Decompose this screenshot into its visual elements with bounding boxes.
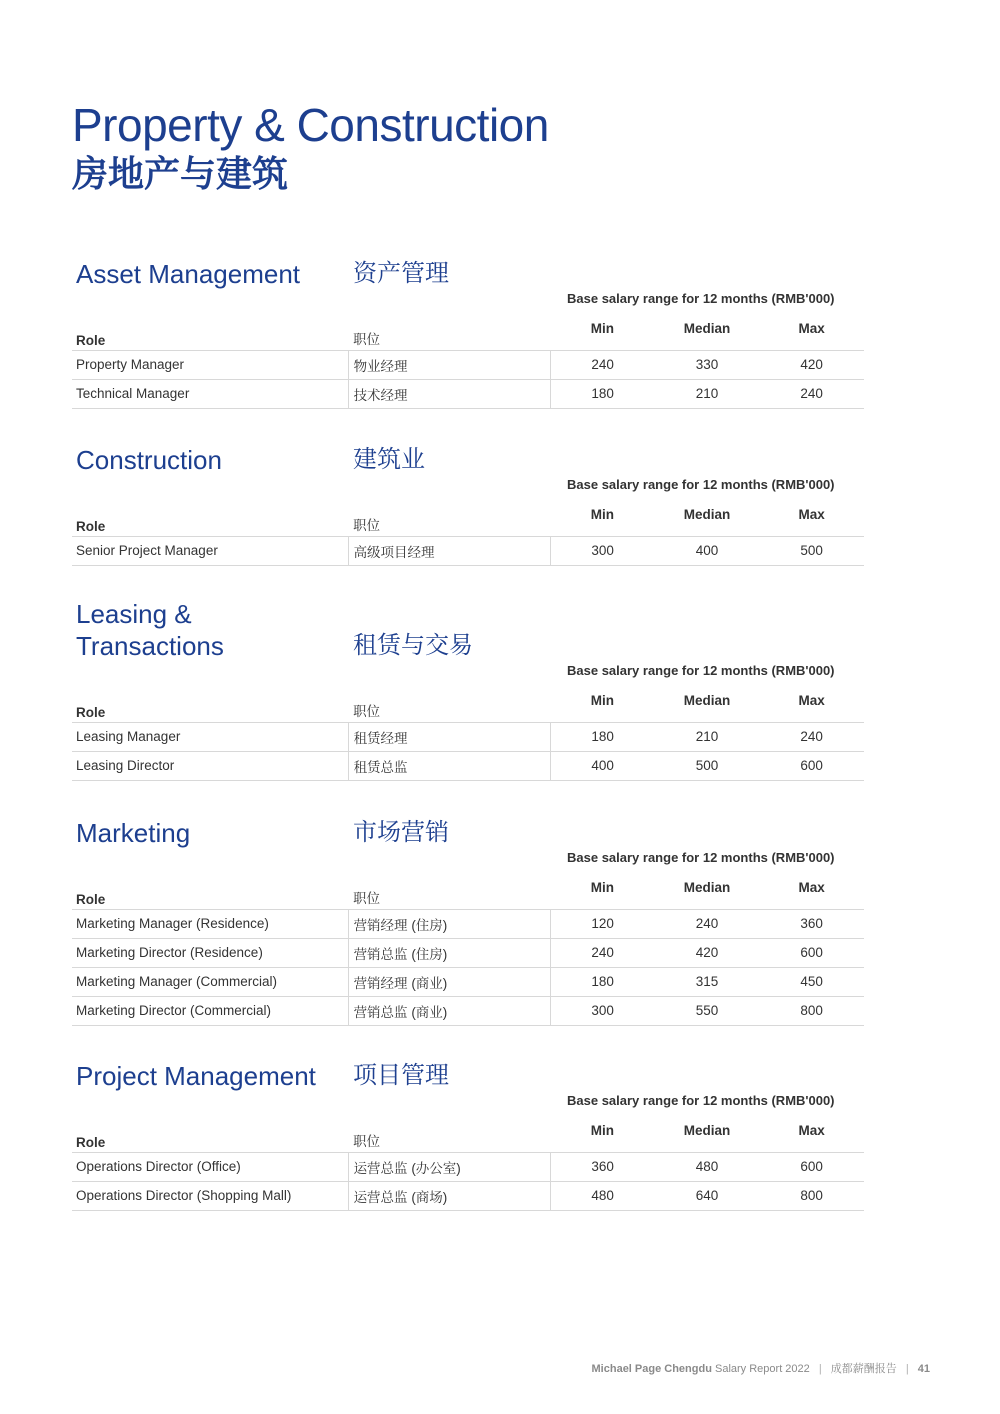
section-title-line: Transactions xyxy=(76,631,224,661)
table-row xyxy=(72,909,864,938)
header-min: Min xyxy=(590,321,615,337)
min-cell: 120 xyxy=(550,909,655,938)
page-footer xyxy=(592,1360,930,1376)
max-cell: 600 xyxy=(759,1152,864,1181)
page-number: 41 xyxy=(917,1363,930,1375)
table-row xyxy=(72,722,864,751)
max-cell: 600 xyxy=(759,751,864,780)
role-cn-cell: 租赁总监 xyxy=(348,751,550,780)
min-cell: 180 xyxy=(550,722,655,751)
role-cn-cell: 营销经理 (住房) xyxy=(348,909,550,938)
section-title-cn: 项目管理 xyxy=(353,1062,449,1089)
header-role: Role xyxy=(76,332,106,348)
role-cn-cell: 运营总监 (办公室) xyxy=(348,1152,550,1181)
min-cell: 300 xyxy=(550,536,655,565)
header-role-cn: 职位 xyxy=(353,331,381,347)
max-cell: 800 xyxy=(759,1181,864,1210)
section-construction xyxy=(72,440,864,560)
footer-separator: | xyxy=(905,1363,909,1375)
section-leasing-transactions xyxy=(72,594,864,775)
role-cell: Leasing Manager xyxy=(72,722,348,751)
header-max: Max xyxy=(798,880,825,896)
salary-table xyxy=(72,314,864,409)
max-cell: 240 xyxy=(759,379,864,408)
salary-table xyxy=(72,1116,864,1211)
header-median: Median xyxy=(683,880,731,896)
role-cell: Marketing Manager (Commercial) xyxy=(72,967,348,996)
table-row xyxy=(72,536,864,565)
section-marketing xyxy=(72,813,864,1020)
median-cell: 500 xyxy=(655,751,760,780)
role-cell: Marketing Director (Commercial) xyxy=(72,996,348,1025)
role-cell: Marketing Director (Residence) xyxy=(72,938,348,967)
role-cell: Senior Project Manager xyxy=(72,536,348,565)
header-max: Max xyxy=(798,507,825,523)
section-title xyxy=(76,598,224,662)
header-role: Role xyxy=(76,704,106,720)
min-cell: 480 xyxy=(550,1181,655,1210)
table-row xyxy=(72,350,864,379)
header-role-cn: 职位 xyxy=(353,1133,381,1149)
table-row xyxy=(72,1181,864,1210)
min-cell: 240 xyxy=(550,350,655,379)
max-cell: 420 xyxy=(759,350,864,379)
header-median: Median xyxy=(683,693,731,709)
header-min: Min xyxy=(590,1123,615,1139)
role-cell: Leasing Director xyxy=(72,751,348,780)
role-cn-cell: 营销总监 (商业) xyxy=(348,996,550,1025)
footer-brand: Michael Page Chengdu xyxy=(591,1363,712,1375)
page-title: Property & Construction xyxy=(72,99,549,151)
section-project-management xyxy=(72,1056,864,1205)
max-cell: 500 xyxy=(759,536,864,565)
role-cn-cell: 高级项目经理 xyxy=(348,536,550,565)
role-cn-cell: 租赁经理 xyxy=(348,722,550,751)
table-row xyxy=(72,379,864,408)
header-median: Median xyxy=(683,1123,731,1139)
salary-range-label: Base salary range for 12 months (RMB'000) xyxy=(567,663,835,678)
header-role-cn: 职位 xyxy=(353,517,381,533)
header-max: Max xyxy=(798,1123,825,1139)
salary-table xyxy=(72,686,864,781)
role-cell: Operations Director (Shopping Mall) xyxy=(72,1181,348,1210)
header-median: Median xyxy=(683,507,731,523)
table-row xyxy=(72,967,864,996)
max-cell: 240 xyxy=(759,722,864,751)
min-cell: 300 xyxy=(550,996,655,1025)
median-cell: 240 xyxy=(655,909,760,938)
median-cell: 400 xyxy=(655,536,760,565)
median-cell: 330 xyxy=(655,350,760,379)
section-title: Marketing xyxy=(76,818,191,848)
table-row xyxy=(72,996,864,1025)
header-role: Role xyxy=(76,891,106,907)
min-cell: 180 xyxy=(550,379,655,408)
min-cell: 400 xyxy=(550,751,655,780)
section-asset-management xyxy=(72,254,864,403)
header-role: Role xyxy=(76,518,106,534)
role-cell: Operations Director (Office) xyxy=(72,1152,348,1181)
median-cell: 210 xyxy=(655,722,760,751)
role-cn-cell: 营销经理 (商业) xyxy=(348,967,550,996)
median-cell: 210 xyxy=(655,379,760,408)
max-cell: 450 xyxy=(759,967,864,996)
salary-range-label: Base salary range for 12 months (RMB'000) xyxy=(567,850,835,865)
table-row xyxy=(72,1152,864,1181)
salary-range-label: Base salary range for 12 months (RMB'000) xyxy=(567,291,835,306)
role-cell: Marketing Manager (Residence) xyxy=(72,909,348,938)
section-title-cn: 资产管理 xyxy=(353,260,449,287)
median-cell: 315 xyxy=(655,967,760,996)
min-cell: 180 xyxy=(550,967,655,996)
median-cell: 640 xyxy=(655,1181,760,1210)
median-cell: 420 xyxy=(655,938,760,967)
median-cell: 550 xyxy=(655,996,760,1025)
section-title: Asset Management xyxy=(76,259,301,289)
footer-report-title-cn: 成都薪酬报告 xyxy=(830,1363,897,1375)
role-cn-cell: 营销总监 (住房) xyxy=(348,938,550,967)
max-cell: 600 xyxy=(759,938,864,967)
role-cn-cell: 技术经理 xyxy=(348,379,550,408)
header-max: Max xyxy=(798,321,825,337)
salary-table xyxy=(72,873,864,1026)
min-cell: 360 xyxy=(550,1152,655,1181)
table-row xyxy=(72,751,864,780)
section-title-cn: 市场营销 xyxy=(353,819,449,846)
section-title-line: Leasing & xyxy=(76,599,192,629)
role-cell: Property Manager xyxy=(72,350,348,379)
header-min: Min xyxy=(590,507,615,523)
footer-separator: | xyxy=(818,1363,822,1375)
role-cn-cell: 运营总监 (商场) xyxy=(348,1181,550,1210)
salary-range-label: Base salary range for 12 months (RMB'000) xyxy=(567,477,835,492)
header-max: Max xyxy=(798,693,825,709)
role-cn-cell: 物业经理 xyxy=(348,350,550,379)
role-cell: Technical Manager xyxy=(72,379,348,408)
max-cell: 800 xyxy=(759,996,864,1025)
section-title-cn: 建筑业 xyxy=(353,446,425,473)
header-min: Min xyxy=(590,693,615,709)
table-row xyxy=(72,938,864,967)
salary-table xyxy=(72,500,864,566)
salary-range-label: Base salary range for 12 months (RMB'000) xyxy=(567,1093,835,1108)
header-role: Role xyxy=(76,1134,106,1150)
footer-report-title: Salary Report 2022 xyxy=(715,1363,810,1375)
section-title-cn: 租赁与交易 xyxy=(353,632,473,659)
max-cell: 360 xyxy=(759,909,864,938)
min-cell: 240 xyxy=(550,938,655,967)
section-title: Construction xyxy=(76,445,222,475)
header-role-cn: 职位 xyxy=(353,890,381,906)
header-median: Median xyxy=(683,321,731,337)
section-title: Project Management xyxy=(76,1061,316,1091)
median-cell: 480 xyxy=(655,1152,760,1181)
header-min: Min xyxy=(590,880,615,896)
header-role-cn: 职位 xyxy=(353,703,381,719)
page-title-cn: 房地产与建筑 xyxy=(72,153,289,194)
